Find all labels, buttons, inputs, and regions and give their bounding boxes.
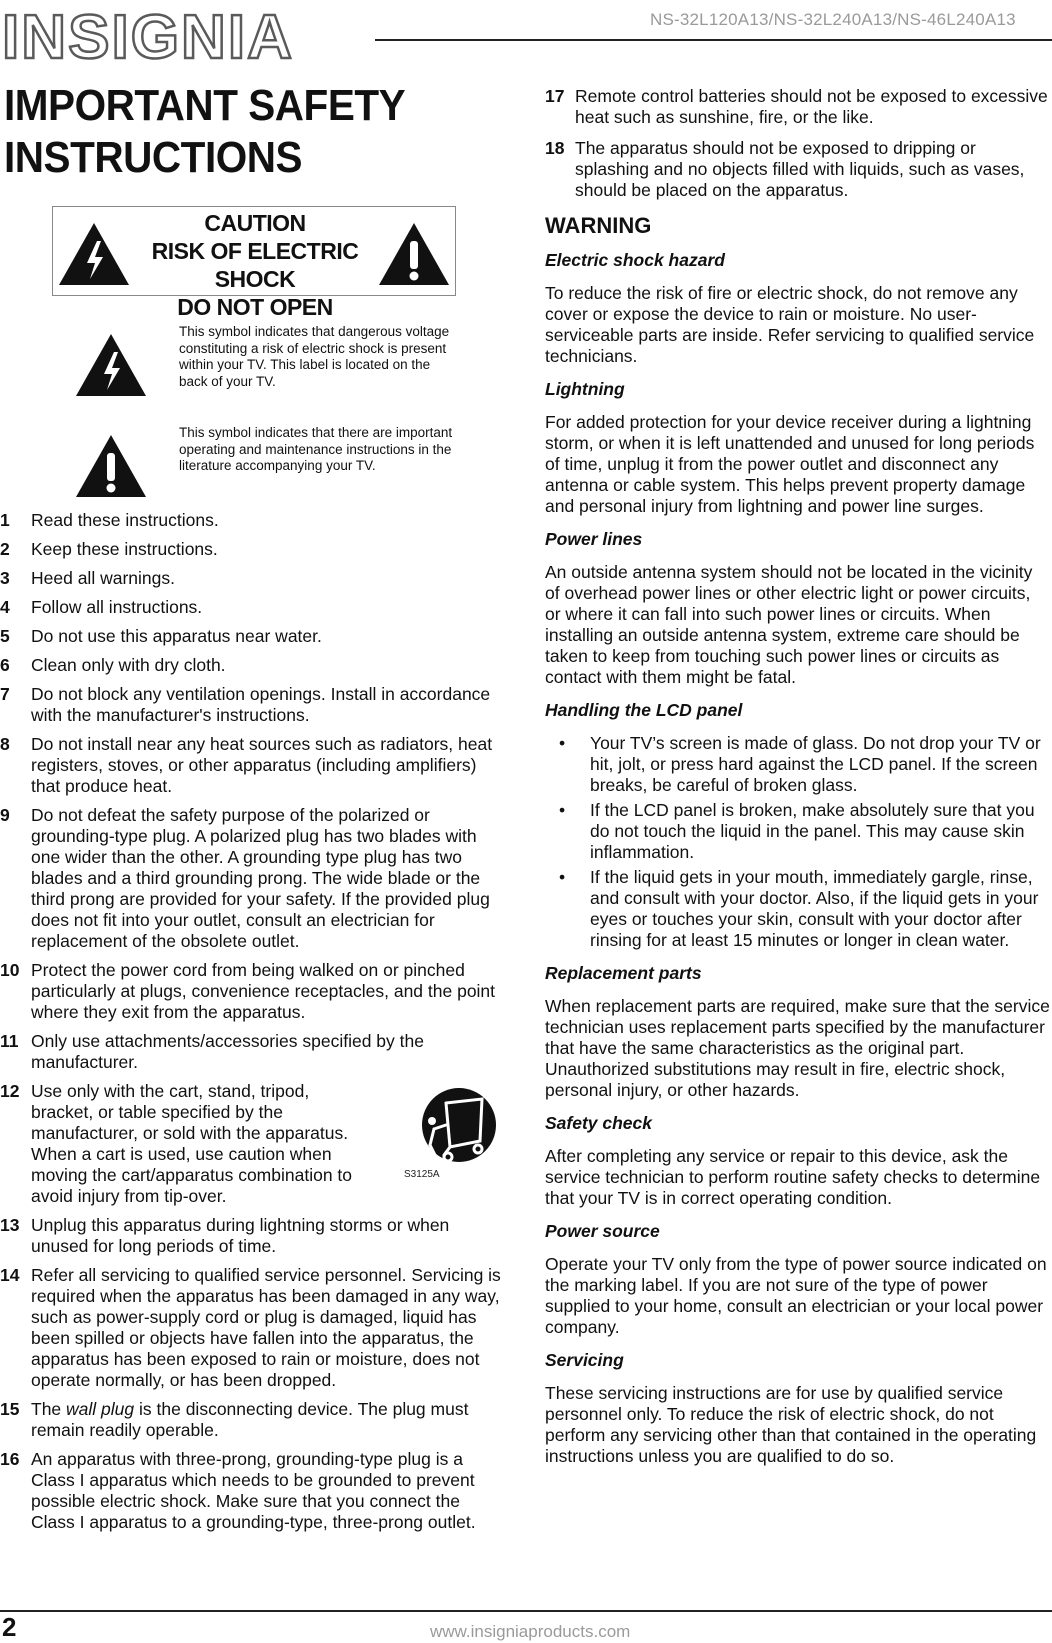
- item-number: 18: [545, 138, 565, 158]
- list-item: [0, 1449, 505, 1533]
- section-title-safety-check: Safety check: [545, 1113, 653, 1133]
- item-number: 13: [0, 1215, 20, 1235]
- item-text: Heed all warnings.: [31, 568, 175, 588]
- caution-text: [133, 209, 377, 321]
- logo-text: INSIGNIA: [2, 3, 294, 64]
- bullet-item: • If the liquid gets in your mouth, immediately gargle, rinse, and consult with your doctor. Also, if the liquid gets in your eyes or touches your skin, consult with your doctor after rinsing for at least 15 minutes or longer in clean water.: [545, 867, 1050, 951]
- item-text: Keep these instructions.: [31, 539, 218, 559]
- list-item: [0, 1265, 505, 1391]
- list-item: [0, 539, 505, 560]
- item-number: 14: [0, 1265, 20, 1285]
- item-number: 7: [0, 684, 10, 704]
- section-title-power-source: Power source: [545, 1221, 660, 1241]
- list-item: [0, 734, 505, 797]
- item-number: 11: [0, 1031, 19, 1051]
- list-item: [0, 1399, 505, 1441]
- item-text: Do not use this apparatus near water.: [31, 626, 322, 646]
- list-item: [0, 655, 505, 676]
- list-item: [0, 1215, 505, 1257]
- list-item: [0, 626, 505, 647]
- list-item: [0, 1031, 505, 1073]
- page-title: IMPORTANT SAFETY INSTRUCTIONS: [4, 81, 405, 182]
- caution-line-1: CAUTION: [204, 210, 306, 236]
- section-title-replacement: Replacement parts: [545, 963, 702, 983]
- caution-line-3: DO NOT OPEN: [177, 294, 333, 320]
- cart-tip-over-icon: [402, 1085, 502, 1180]
- caution-line-2: RISK OF ELECTRIC SHOCK: [151, 238, 359, 292]
- item-number: 5: [0, 626, 10, 646]
- instruction-list: [0, 510, 505, 1541]
- item-text: Read these instructions.: [31, 510, 219, 530]
- list-item: [0, 960, 505, 1023]
- item-number: 4: [0, 597, 10, 617]
- section-text-safety-check: After completing any service or repair to this device, ask the service technician to perform routine safety checks to determine that your TV is in correct operating condition.: [545, 1146, 1041, 1208]
- page-number: 2: [2, 1612, 17, 1642]
- item-number: 8: [0, 734, 10, 754]
- item-number: 1: [0, 510, 10, 530]
- exclamation-triangle-icon: [74, 433, 148, 499]
- item-text-pre: The: [31, 1399, 67, 1419]
- section-text-power-source: Operate your TV only from the type of power source indicated on the marking label. If you are not sure of the type of power supplied to your home, consult an electrician or your local power company.: [545, 1254, 1047, 1337]
- list-item: [0, 568, 505, 589]
- footer-url[interactable]: www.insigniaproducts.com: [430, 1622, 631, 1641]
- item-text: Clean only with dry cloth.: [31, 655, 226, 675]
- list-item: [0, 510, 505, 531]
- item-text: Do not install near any heat sources such as radiators, heat registers, stoves, or other apparatus (including amplifiers) that produce heat.: [31, 734, 493, 796]
- item-text: The apparatus should not be exposed to dripping or splashing and no objects filled with liquids, such as vases, should be placed on the apparatus.: [575, 138, 1025, 200]
- item-number: 12: [0, 1081, 20, 1101]
- model-numbers: NS-32L120A13/NS-32L240A13/NS-46L240A13: [650, 10, 1016, 29]
- section-text-electric-shock: To reduce the risk of fire or electric shock, do not remove any cover or expose the device to rain or moisture. No user-serviceable parts are inside. Refer servicing to qualified service technicians.: [545, 283, 1035, 366]
- section-text-power-lines: An outside antenna system should not be located in the vicinity of overhead power lines or other electric light or power circuits, or where it can fall into such power lines or circuits. When installing an outside antenna system, extreme care should be taken to keep from touching such power lines or circuits as contact with them might be fatal.: [545, 562, 1033, 687]
- symbol-text: This symbol indicates that dangerous voltage constituting a risk of electric shock is present within your TV. This label is located on the back of your TV.: [179, 324, 450, 389]
- item-text: An apparatus with three-prong, grounding-type plug is a Class I apparatus which needs to be grounded to prevent possible electric shock. Make sure that you connect the Class I apparatus to a grounding-type, three-prong outlet.: [31, 1449, 476, 1532]
- warning-heading: WARNING: [545, 213, 652, 238]
- item-text-emphasis: wall plug: [66, 1399, 135, 1419]
- symbol-text: This symbol indicates that there are important operating and maintenance instructions in the literature accompanying your TV.: [179, 425, 453, 473]
- right-column: [545, 86, 1050, 1479]
- item-number: 16: [0, 1449, 20, 1469]
- item-text: Do not block any ventilation openings. Install in accordance with the manufacturer's instructions.: [31, 684, 491, 725]
- item-text: Unplug this apparatus during lightning storms or when unused for long periods of time.: [31, 1215, 450, 1256]
- section-text-replacement: When replacement parts are required, make sure that the service technician uses replacement parts specified by the manufacturer that have the same characteristics as the original part. Unauthorized substitutions may result in fire, electric shock, personal injury, or other hazards.: [545, 996, 1050, 1100]
- section-title-power-lines: Power lines: [545, 529, 643, 549]
- item-text: Use only with the cart, stand, tripod, bracket, or table specified by the manufacturer, or sold with the apparatus. When a cart is used, use caution when moving the cart/apparatus combination to avoid injury from tip-over.: [31, 1081, 353, 1206]
- section-text-servicing: These servicing instructions are for use by qualified service personnel only. To reduce the risk of electric shock, do not perform any servicing other than that contained in the operating instructions unless you are qualified to do so.: [545, 1383, 1037, 1466]
- list-item: [0, 684, 505, 726]
- section-title-servicing: Servicing: [545, 1350, 624, 1370]
- lightning-bolt-triangle-icon: [74, 332, 148, 398]
- list-item: [0, 805, 505, 952]
- section-title-electric-shock: Electric shock hazard: [545, 250, 725, 270]
- section-title-lcd: Handling the LCD panel: [545, 700, 743, 720]
- item-text: Do not defeat the safety purpose of the polarized or grounding-type plug. A polarized plug has two blades with one wider than the other. A grounding type plug has two blades and a third grounding prong. The wide blade or the third prong are provided for your safety. If the provided plug does not fit into your outlet, consult an electrician for replacement of the obsolete outlet.: [31, 805, 490, 951]
- header-rule: [375, 39, 1052, 41]
- cart-caption: S3125A: [404, 1169, 440, 1180]
- item-text: Remote control batteries should not be exposed to excessive heat such as sunshine, fire, or the like.: [575, 86, 1048, 127]
- list-item: [0, 597, 505, 618]
- item-number: 15: [0, 1399, 20, 1419]
- exclamation-triangle-icon: [377, 221, 451, 287]
- footer-rule: [0, 1610, 1052, 1612]
- list-item: [545, 138, 1050, 201]
- list-item: [545, 86, 1050, 128]
- item-number: 9: [0, 805, 10, 825]
- item-text: Protect the power cord from being walked on or pinched particularly at plugs, convenience receptacles, and the point where they exit from the apparatus.: [31, 960, 496, 1022]
- item-number: 2: [0, 539, 10, 559]
- lightning-bolt-triangle-icon: [57, 221, 131, 287]
- item-number: 3: [0, 568, 10, 588]
- caution-label: [52, 206, 456, 320]
- item-text-post: is the disconnecting device. The plug must remain readily operable.: [31, 1399, 469, 1440]
- item-number: 6: [0, 655, 10, 675]
- item-number: 10: [0, 960, 20, 980]
- bullet-item: • If the LCD panel is broken, make absolutely sure that you do not touch the liquid in the panel. This may cause skin inflammation.: [545, 800, 1050, 863]
- item-number: 17: [545, 86, 565, 106]
- item-text: Refer all servicing to qualified service personnel. Servicing is required when the apparatus has been damaged in any way, such as power-supply cord or plug is damaged, liquid has been spilled or objects have fallen into the apparatus, the apparatus has been exposed to rain or moisture, does not operate normally, or has been dropped.: [31, 1265, 501, 1390]
- bullet-item: • Your TV’s screen is made of glass. Do not drop your TV or hit, jolt, or press hard against the LCD panel. If the screen breaks, be careful of broken glass.: [545, 733, 1050, 796]
- section-text-lightning: For added protection for your device receiver during a lightning storm, or when it is left unattended and unused for long periods of time, unplug it from the power outlet and disconnect any antenna or cable system. This helps prevent property damage and personal injury from lightning and power line surges.: [545, 412, 1035, 516]
- item-text: Only use attachments/accessories specified by the manufacturer.: [31, 1031, 424, 1072]
- item-text: Follow all instructions.: [31, 597, 203, 617]
- section-title-lightning: Lightning: [545, 379, 625, 399]
- insignia-logo: [0, 2, 300, 64]
